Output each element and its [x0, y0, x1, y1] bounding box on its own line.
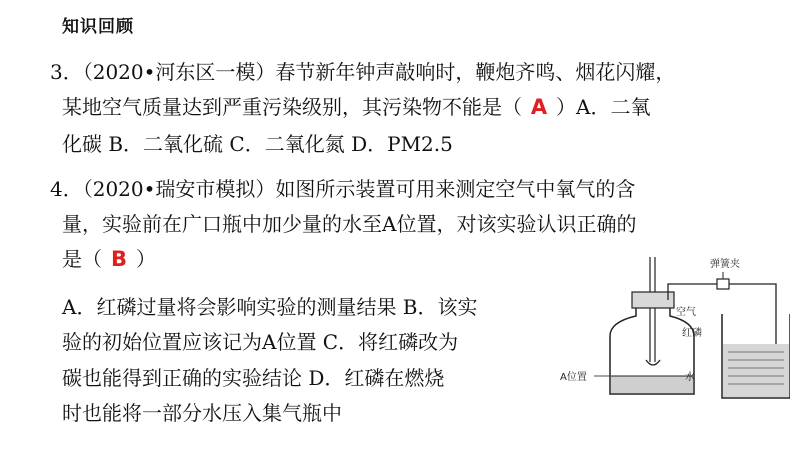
label-air: 空气 — [676, 307, 696, 318]
q3-answer: A — [530, 95, 548, 119]
tube-left — [668, 284, 718, 300]
q4-option-line-3: 碳也能得到正确的实验结论 D．红磷在燃烧 — [62, 366, 445, 390]
label-spring-clip: 弹簧夹 — [710, 259, 740, 270]
apparatus-figure — [558, 252, 790, 412]
q3-line-1: 3．（2020•河东区一模）春节新年钟声敲响时，鞭炮齐鸣、烟花闪耀， — [50, 60, 676, 84]
q4-answer: B — [110, 247, 127, 271]
q4-line-3-text: 是（ — [62, 247, 102, 271]
label-phosphorus: 红磷 — [682, 328, 702, 339]
section-heading: 知识回顾 — [62, 17, 134, 37]
bottle-water — [611, 376, 693, 393]
q4-option-line-4: 时也能将一部分水压入集气瓶中 — [62, 401, 342, 425]
q3-line-2 — [62, 93, 650, 121]
q4-line-1: 4．（2020•瑞安市模拟）如图所示装置可用来测定空气中氧气的含 — [50, 177, 636, 201]
q3-line-3: 化碳 B．二氧化硫 C．二氧化氮 D．PM2.5 — [62, 132, 453, 156]
q4-line-2: 量，实验前在广口瓶中加少量的水至A位置，对该实验认识正确的 — [62, 212, 637, 236]
q4-line-3-rest: ） — [136, 247, 156, 271]
combustion-spoon — [646, 360, 660, 365]
q4-option-line-1: A．红磷过量将会影响实验的测量结果 B．该实 — [62, 295, 478, 319]
label-water: 水 — [685, 372, 695, 383]
spring-clip — [717, 279, 729, 289]
q4-line-3 — [62, 245, 156, 273]
q3-line-2-text: 某地空气质量达到严重污染级别，其污染物不能是（ — [62, 95, 522, 119]
q3-line-2-rest: ）A．二氧 — [556, 95, 651, 119]
label-a-position: A位置 — [560, 372, 587, 383]
apparatus-diagram — [558, 252, 790, 412]
q4-option-line-2: 验的初始位置应该记为A位置 C．将红磷改为 — [62, 330, 459, 354]
